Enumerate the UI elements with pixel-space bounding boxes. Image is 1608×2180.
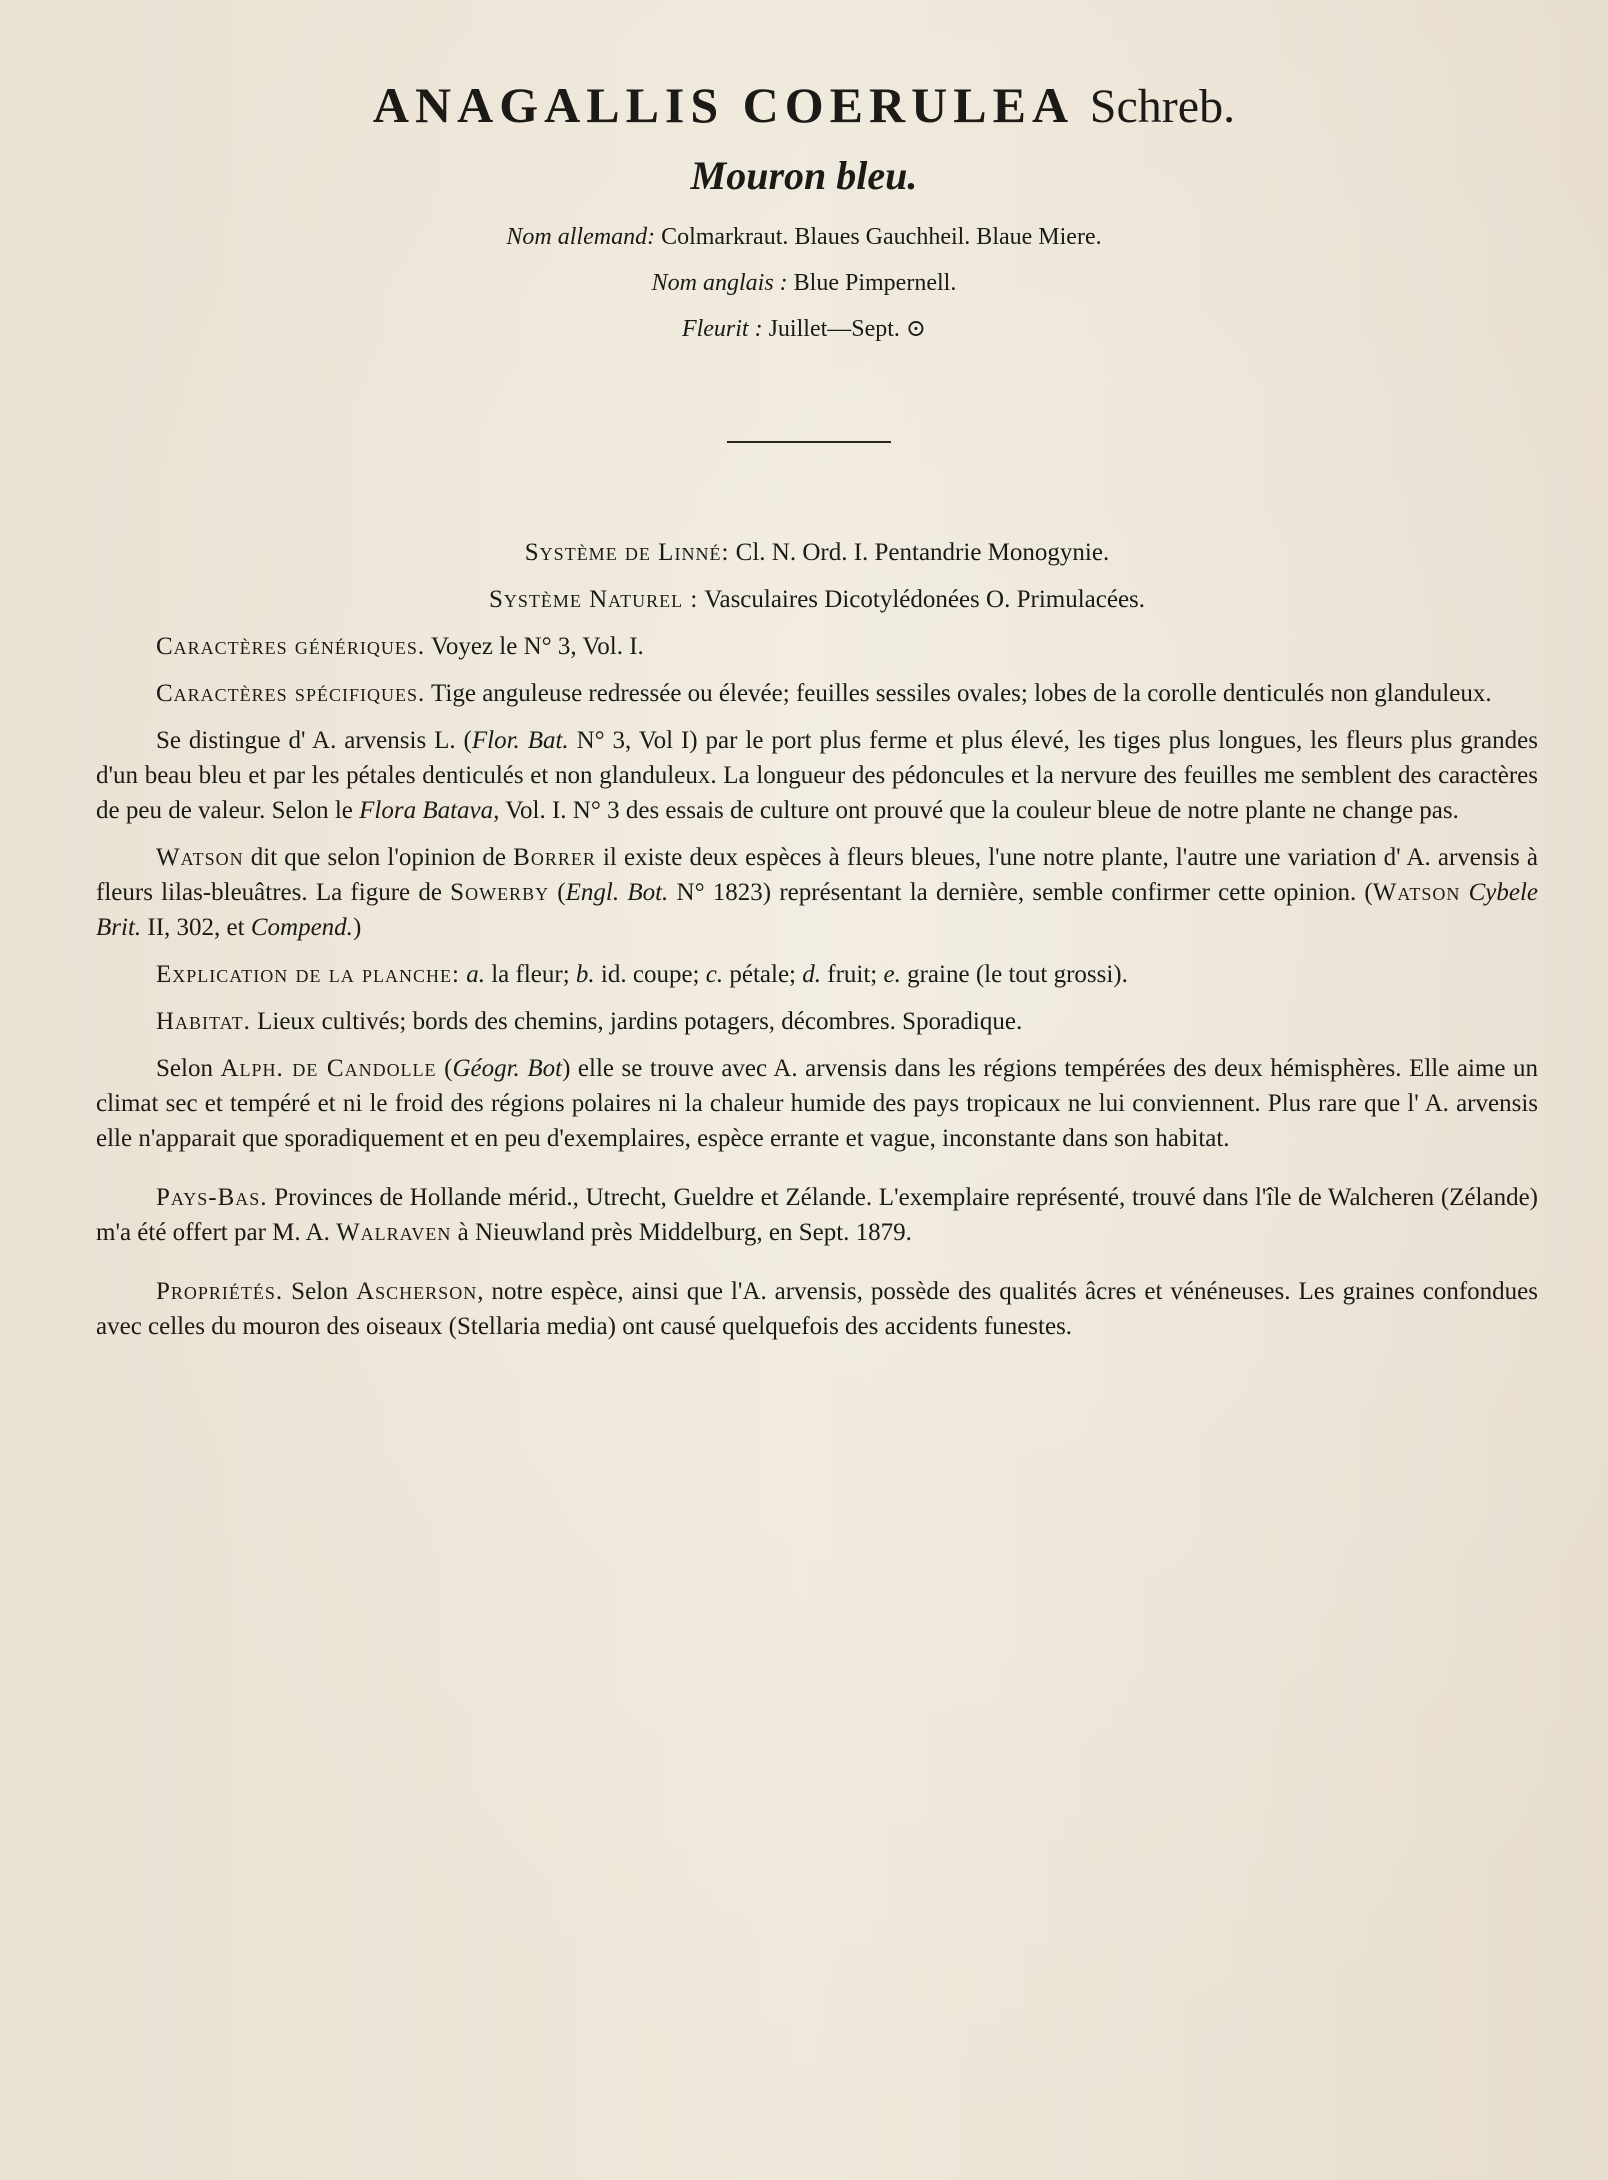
explanation-a: a. (466, 961, 485, 988)
watson-italic-1: Engl. Bot. (565, 879, 669, 906)
explanation-b: b. (575, 961, 595, 988)
watson-text-5 (1460, 879, 1468, 906)
distinguish-text-2: N° 3, Vol I) par le port plus ferme et plus élevé, les tiges plus longues, les fleurs plus grandes d'un beau bleu et par les pétales denticulés et non glanduleux. La longueur des pédoncules et la nervure des feuilles me semblent des caractères de peu de valeur. Selon le (96, 727, 1538, 824)
explanation-a-text: la fleur; (484, 961, 576, 988)
natural-text: Vasculaires Dicotylédonées O. Primulacées. (704, 586, 1146, 613)
watson-paragraph (96, 840, 1538, 945)
german-name-line (0, 214, 1608, 260)
watson-name: Watson (156, 844, 244, 871)
english-name-line (0, 260, 1608, 306)
linne-system (96, 535, 1538, 570)
english-name-label: Nom anglais : (651, 270, 788, 296)
flowering-value: Juillet—Sept. ⊙ (768, 316, 927, 342)
watson-name-2: Watson (1372, 879, 1461, 906)
distinguish-italic-2: Flora Batava, (359, 797, 500, 824)
generic-characters (96, 629, 1538, 664)
generic-text: Voyez le N° 3, Vol. I. (431, 633, 644, 660)
borrer-name: Borrer (513, 844, 596, 871)
ascherson-name: Ascherson (356, 1278, 478, 1305)
explanation-e: e. (883, 961, 901, 988)
watson-italic-3: Compend. (250, 914, 353, 941)
linne-label: Système de Linné: (524, 539, 730, 566)
distinguish-paragraph (96, 723, 1538, 828)
habitat-text: Lieux cultivés; bords des chemins, jardins potagers, décombres. Sporadique. (257, 1008, 1023, 1035)
habitat-paragraph (96, 1004, 1538, 1039)
netherlands-paragraph (96, 1180, 1538, 1250)
watson-text-1: dit que selon l'opinion de (243, 844, 514, 871)
netherlands-label: Pays-Bas. (156, 1184, 268, 1211)
watson-text-7: ) (352, 914, 362, 941)
properties-paragraph (96, 1274, 1538, 1344)
watson-text-4: N° 1823) représentant la dernière, semble confirmer cette opinion. ( (668, 879, 1373, 906)
explanation-c: c. (705, 961, 724, 988)
german-name-value: Colmarkraut. Blaues Gauchheil. Blaue Miere. (661, 224, 1102, 250)
walraven-name: Walraven (336, 1219, 452, 1246)
candolle-text-1: Selon (156, 1055, 221, 1082)
properties-label: Propriétés. (156, 1278, 284, 1305)
candolle-italic: Géogr. Bot (452, 1055, 563, 1082)
watson-text-2: il existe deux espèces à fleurs bleues, l'une notre plante, l'autre une variation d' A. arvensis à fleurs lilas-bleuâtres. La figure de (96, 844, 1538, 906)
header (0, 72, 1608, 352)
distinguish-italic-1: Flor. Bat. (471, 727, 569, 754)
generic-label: Caractères génériques. (156, 633, 426, 660)
properties-text-2: , notre espèce, ainsi que l'A. arvensis, possède des qualités âcres et vénéneuses. Les graines confondues avec celles du mouron des oiseaux (Stellaria media) ont causé quelquefois des accidents funestes. (96, 1278, 1539, 1340)
explanation-e-text: graine (le tout grossi). (900, 961, 1128, 988)
title-species: ANAGALLIS COERULEA (372, 77, 1072, 133)
german-name-label: Nom allemand: (506, 224, 656, 250)
body-text (96, 535, 1538, 1356)
distinguish-text-3: Vol. I. N° 3 des essais de culture ont prouvé que la couleur bleue de notre plante ne change pas. (499, 797, 1459, 824)
habitat-label: Habitat. (156, 1008, 251, 1035)
watson-text-3: ( (549, 879, 566, 906)
separator-rule (727, 441, 891, 443)
watson-italic-2: Cybele Brit. (96, 879, 1539, 941)
specific-text: Tige anguleuse redressée ou élevée; feuilles sessiles ovales; lobes de la corolle denticulés non glanduleux. (431, 680, 1492, 707)
watson-text-6: II, 302, et (141, 914, 251, 941)
explanation-d-text: fruit; (821, 961, 884, 988)
candolle-text-3: ) elle se trouve avec A. arvensis dans les régions tempérées des deux hémisphères. Elle aime un climat sec et tempéré et ni le froid des régions polaires ni la chaleur humide des pays tropicaux ne lui conviennent. Plus rare que l' A. arvensis elle n'apparait que sporadiquement et en peu d'exemplaires, espèce errante et vague, inconstante dans son habitat. (96, 1055, 1539, 1152)
title-author: Schreb. (1089, 80, 1236, 133)
natural-label: Système Naturel : (488, 586, 699, 613)
netherlands-text-1: Provinces de Hollande mérid., Utrecht, Gueldre et Zélande. L'exemplaire représenté, trouvé dans l'île de Walcheren (Zélande) m'a été offert par M. A. (96, 1184, 1539, 1246)
sowerby-name: Sowerby (450, 879, 550, 906)
page-title (0, 72, 1608, 140)
specific-label: Caractères spécifiques. (156, 680, 426, 707)
candolle-text-2: ( (436, 1055, 453, 1082)
candolle-paragraph (96, 1051, 1538, 1156)
specific-characters (96, 676, 1538, 711)
netherlands-text-2: à Nieuwland près Middelburg, en Sept. 1879. (451, 1219, 912, 1246)
flowering-line (0, 306, 1608, 352)
distinguish-text-1: Se distingue d' A. arvensis L. ( (156, 727, 472, 754)
explanation-label: Explication de la planche: (156, 961, 460, 988)
linne-text: Cl. N. Ord. I. Pentandrie Monogynie. (735, 539, 1110, 566)
explanation-d: d. (802, 961, 821, 988)
candolle-name: Alph. de Candolle (220, 1055, 437, 1082)
explanation-c-text: pétale; (723, 961, 803, 988)
explanation-b-text: id. coupe; (594, 961, 706, 988)
natural-system (96, 582, 1538, 617)
plate-explanation (96, 957, 1538, 992)
common-names (0, 214, 1608, 352)
flowering-label: Fleurit : (681, 316, 763, 342)
page-subtitle: Mouron bleu. (690, 153, 918, 198)
english-name-value: Blue Pimpernell. (793, 270, 957, 296)
properties-text-1: Selon (291, 1278, 357, 1305)
